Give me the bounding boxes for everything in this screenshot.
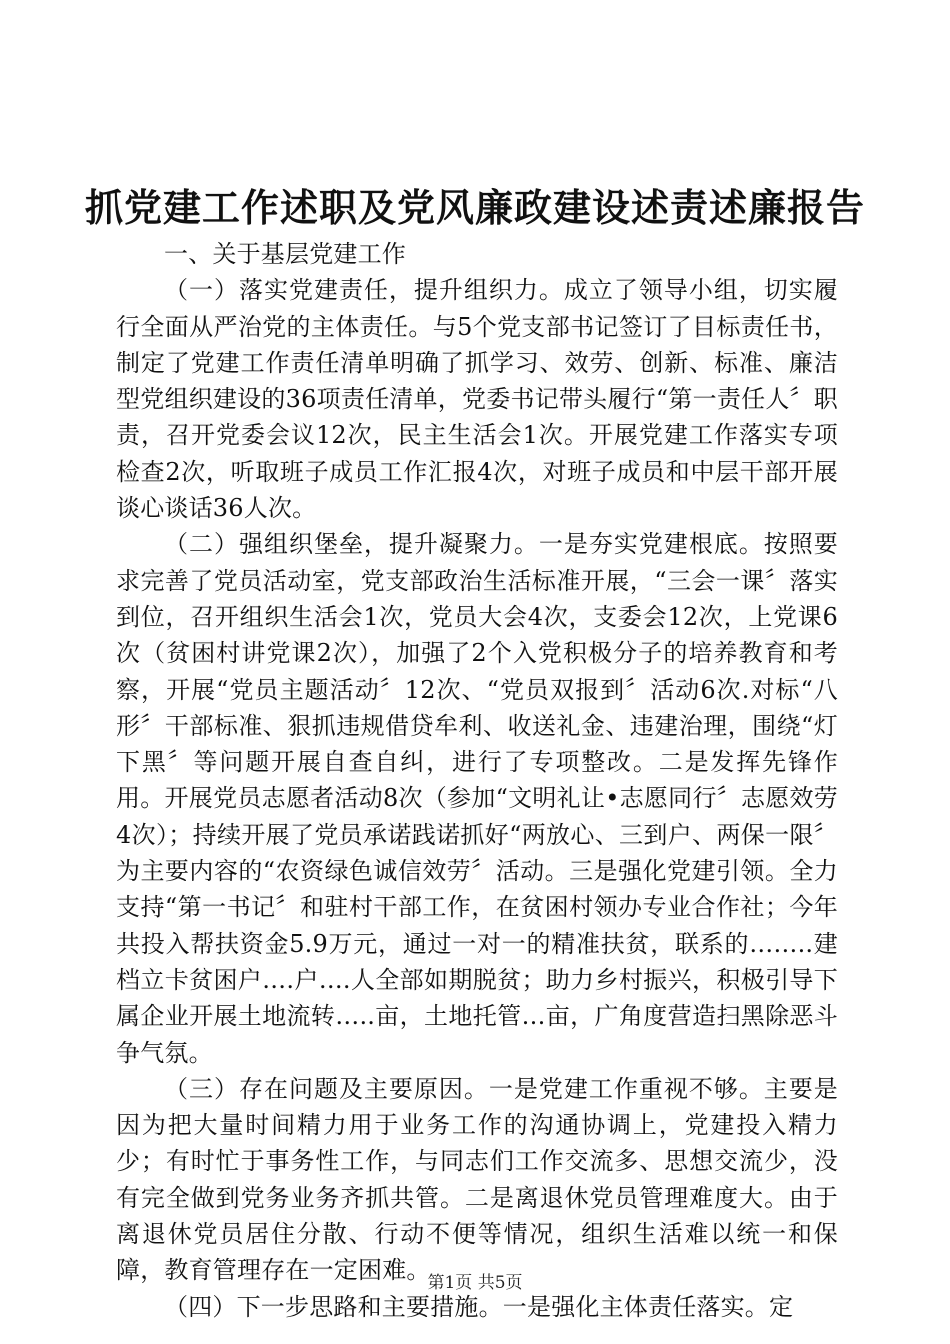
paragraph-2: （二）强组织堡垒，提升凝聚力。一是夯实党建根底。按照要求完善了党员活动室，党支部政治生活标准开展，“三会一课〞落实到位，召开组织生活会1次，党员大会4次，支委会12次，上党课6次（贫困村讲党课2次），加强了2个入党积极分子的培养教育和考察，开展“党员主题活动〞12次、“党员双报到〞活动6次.对标“八形〞干部标准、狠抓违规借贷牟利、收送礼金、违建治理，围绕“灯下黑〞等问题开展自查自纠，进行了专项整改。二是发挥先锋作用。开展党员志愿者活动8次（参加“文明礼让•志愿同行〞志愿效劳4次）；持续开展了党员承诺践诺抓好“两放心、三到户、两保一限〞为主要内容的“农资绿色诚信效劳〞活动。三是强化党建引领。全力支持“第一书记〞和驻村干部工作，在贫困村领办专业合作社；今年共投入帮扶资金5.9万元，通过一对一的精准扶贫，联系的……..建档立卡贫困户….户….人全部如期脱贫；助力乡村振兴，积极引导下属企业开展土地流转…..亩，土地托管…亩，广角度营造扫黑除恶斗争气氛。	[116, 530, 838, 1067]
section-heading: 一、关于基层党建工作	[164, 240, 406, 268]
paragraph-4: （四）下一步思路和主要措施。一是强化主体责任落实。定	[164, 1292, 794, 1321]
document-body	[116, 236, 838, 1325]
paragraph-3: （三）存在问题及主要原因。一是党建工作重视不够。主要是因为把大量时间精力用于业务工作的沟通协调上，党建投入精力少；有时忙于事务性工作，与同志们工作交流多、思想交流少，没有完全做到党务业务齐抓共管。二是离退休党员管理难度大。由于离退休党员居住分散、行动不便等情况，组织生活难以统一和保障，教育管理存在一定困难。	[116, 1074, 838, 1285]
document-title: 抓党建工作述职及党风廉政建设述责述廉报告	[84, 185, 865, 230]
page-footer: 第1页 共5页	[427, 1273, 523, 1293]
paragraph-1: （一）落实党建责任，提升组织力。成立了领导小组，切实履行全面从严治党的主体责任。与5个党支部书记签订了目标责任书，制定了党建工作责任清单明确了抓学习、效劳、创新、标准、廉洁型党组织建设的36项责任清单，党委书记带头履行“第一责任人〞职责，召开党委会议12次，民主生活会1次。开展党建工作落实专项检查2次，听取班子成员工作汇报4次，对班子成员和中层干部开展谈心谈话36人次。	[116, 276, 838, 523]
